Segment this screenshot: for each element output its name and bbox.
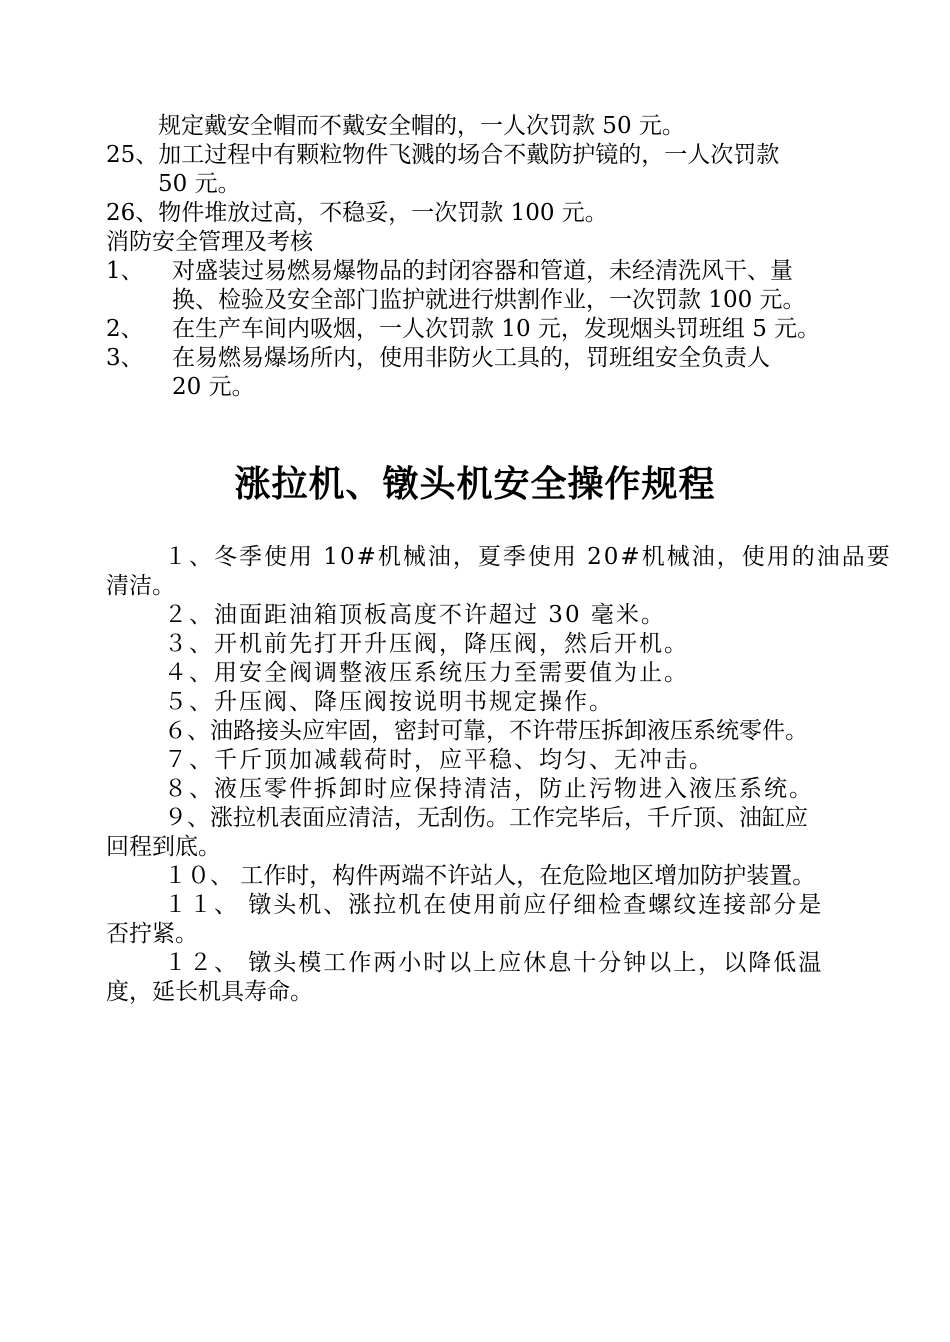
- procedure-line: １０、 工作时，构件两端不许站人，在危险地区增加防护装置。: [164, 863, 816, 889]
- procedure-line: 清洁。: [106, 573, 175, 599]
- procedure-line: 回程到底。: [106, 834, 221, 860]
- rule-26: 26、物件堆放过高，不稳妥，一次罚款 100 元。: [106, 200, 608, 226]
- procedure-line: ６、油路接头应牢固，密封可靠，不许带压拆卸液压系统零件。: [164, 718, 808, 744]
- fire-item-3-number: 3、: [106, 345, 144, 371]
- procedure-line: ８、液压零件拆卸时应保持清洁，防止污物进入液压系统。: [164, 776, 814, 802]
- procedure-line: ５、升压阀、降压阀按说明书规定操作。: [164, 689, 614, 715]
- procedure-line: 度，延长机具寿命。: [106, 979, 313, 1005]
- fire-safety-heading: 消防安全管理及考核: [106, 229, 313, 255]
- procedure-line: １、冬季使用 10#机械油，夏季使用 20#机械油，使用的油品要: [164, 544, 892, 570]
- fire-item-3-line-1: 在易燃易爆场所内，使用非防火工具的，罚班组安全负责人: [172, 345, 770, 371]
- procedure-line: １１、 镦头机、涨拉机在使用前应仔细检查螺纹连接部分是: [164, 892, 824, 918]
- procedure-line: ４、用安全阀调整液压系统压力至需要值为止。: [164, 660, 689, 686]
- fire-item-2-line-1: 在生产车间内吸烟，一人次罚款 10 元，发现烟头罚班组 5 元。: [172, 316, 821, 342]
- fire-item-1-line-1: 对盛装过易燃易爆物品的封闭容器和管道，未经清洗风干、量: [172, 258, 793, 284]
- procedure-line: ７、千斤顶加减载荷时，应平稳、均匀、无冲击。: [164, 747, 714, 773]
- rule-25-line-2: 50 元。: [158, 171, 241, 197]
- procedure-line: ９、涨拉机表面应清洁，无刮伤。工作完毕后，千斤顶、油缸应: [164, 805, 808, 831]
- procedure-line: ２、油面距油箱顶板高度不许超过 30 毫米。: [164, 602, 666, 628]
- fire-item-1-number: 1、: [106, 258, 144, 284]
- procedure-line: 否拧紧。: [106, 921, 198, 947]
- procedure-line: １２、 镦头模工作两小时以上应休息十分钟以上，以降低温: [164, 950, 824, 976]
- rule-25-line-1: 25、加工过程中有颗粒物件飞溅的场合不戴防护镜的，一人次罚款: [106, 142, 780, 168]
- rule-24-continuation: 规定戴安全帽而不戴安全帽的，一人次罚款 50 元。: [158, 113, 685, 139]
- fire-item-3-line-2: 20 元。: [172, 374, 255, 400]
- page-title: 涨拉机、镦头机安全操作规程: [234, 464, 716, 505]
- fire-item-1-line-2: 换、检验及安全部门监护就进行烘割作业，一次罚款 100 元。: [172, 287, 806, 313]
- procedure-line: ３、开机前先打开升压阀，降压阀，然后开机。: [164, 631, 689, 657]
- fire-item-2-number: 2、: [106, 316, 144, 342]
